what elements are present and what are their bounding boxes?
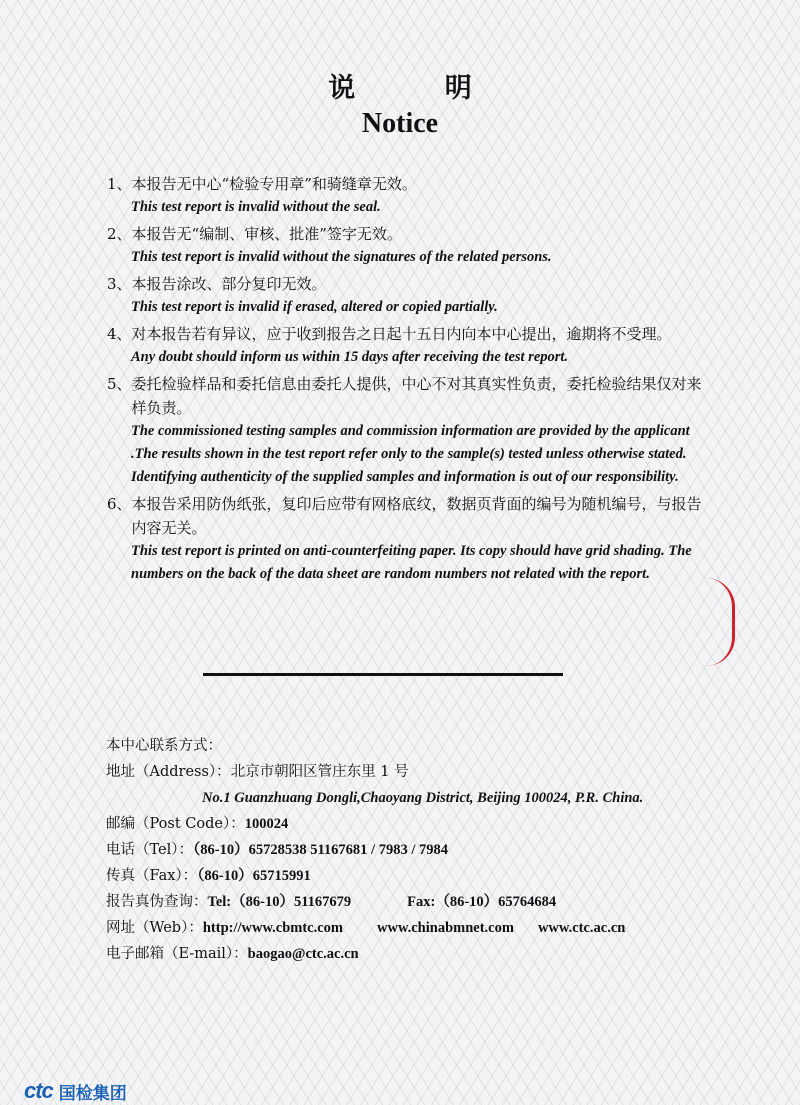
postcode-label: 邮编（Post Code）： bbox=[106, 816, 245, 832]
notice-text-cn: 本报告采用防伪纸张，复印后应带有网格底纹，数据页背面的编号为随机编号，与报告内容无关。 bbox=[131, 495, 702, 537]
web-row bbox=[106, 915, 726, 941]
section-divider bbox=[203, 673, 563, 676]
fax-label: 传真（Fax）： bbox=[106, 868, 198, 884]
notice-text-cn: 本报告无中心“检验专用章”和骑缝章无效。 bbox=[131, 175, 417, 193]
notice-number: 6、 bbox=[107, 495, 132, 513]
contact-info bbox=[106, 733, 726, 967]
notice-number: 1、 bbox=[107, 175, 132, 193]
company-logo bbox=[24, 1078, 127, 1104]
ctc-logo-mark: ctc bbox=[24, 1078, 53, 1103]
notice-text-en: The commissioned testing samples and commission information are provided by the applicant .The results shown in the test report refer only to the sample(s) tested unless otherwise stated. Identifying authenticity of the supplied samples and information is out of our responsibility. bbox=[131, 423, 690, 485]
web-link-2[interactable]: www.chinabmnet.com bbox=[377, 920, 514, 936]
notice-number: 5、 bbox=[107, 375, 132, 393]
notice-text-en: This test report is invalid if erased, altered or copied partially. bbox=[131, 299, 498, 315]
notice-number: 3、 bbox=[107, 275, 132, 293]
notice-item-6 bbox=[107, 492, 707, 586]
notice-item-2 bbox=[107, 222, 707, 269]
notice-text-cn: 委托检验样品和委托信息由委托人提供，中心不对其真实性负责，委托检验结果仅对来样负责。 bbox=[131, 375, 702, 417]
web-link-3[interactable]: www.ctc.ac.cn bbox=[537, 920, 626, 936]
postcode-row bbox=[106, 811, 726, 837]
address-cn: 北京市朝阳区管庄东里 1 号 bbox=[230, 764, 409, 780]
notice-number: 4、 bbox=[107, 325, 132, 343]
notice-text-cn: 本报告无“编制、审核、批准”签字无效。 bbox=[131, 225, 402, 243]
verify-label: 报告真伪查询： bbox=[106, 894, 208, 910]
contact-heading: 本中心联系方式： bbox=[106, 738, 222, 754]
notice-text-en: Any doubt should inform us within 15 days after receiving the test report. bbox=[131, 349, 569, 365]
notice-number: 2、 bbox=[107, 225, 132, 243]
fax-row bbox=[106, 863, 726, 889]
page-title-en: Notice bbox=[361, 108, 439, 139]
page-title-cn: 说 明 bbox=[328, 73, 512, 104]
notice-text-cn: 对本报告若有异议，应于收到报告之日起十五日内向本中心提出，逾期将不受理。 bbox=[131, 325, 672, 343]
notice-text-en: This test report is invalid without the seal. bbox=[131, 199, 381, 215]
notice-item-5 bbox=[107, 372, 707, 489]
verify-fax: Fax:（86-10）65764684 bbox=[407, 894, 557, 910]
notice-item-3 bbox=[107, 272, 707, 319]
notice-item-4 bbox=[107, 322, 707, 369]
address-label: 地址（Address）： bbox=[106, 764, 231, 780]
notice-text-en: This test report is printed on anti-counterfeiting paper. Its copy should have grid shading. The numbers on the back of the data sheet are random numbers not related with the report. bbox=[131, 543, 692, 582]
web-link-1[interactable]: http://www.cbmtc.com bbox=[202, 920, 343, 936]
fax-value: （86-10）65715991 bbox=[197, 868, 311, 884]
web-label: 网址（Web）： bbox=[106, 920, 203, 936]
notice-item-1 bbox=[107, 172, 707, 219]
verify-tel: Tel:（86-10）51167679 bbox=[207, 894, 352, 910]
notice-text-cn: 本报告涂改、部分复印无效。 bbox=[131, 275, 327, 293]
verify-row bbox=[106, 889, 726, 915]
tel-row bbox=[106, 837, 726, 863]
company-name: 国检集团 bbox=[58, 1083, 127, 1104]
notice-list bbox=[107, 172, 707, 589]
address-en: No.1 Guanzhuang Dongli,Chaoyang District, Beijing 100024, P.R. China. bbox=[202, 790, 644, 806]
notice-text-en: This test report is invalid without the signatures of the related persons. bbox=[131, 249, 552, 265]
email-row bbox=[106, 941, 726, 967]
postcode-value: 100024 bbox=[244, 816, 289, 832]
email-link[interactable]: baogao@ctc.ac.cn bbox=[247, 946, 359, 962]
seal-edge-mark bbox=[706, 578, 735, 666]
tel-value: （86-10）65728538 51167681 / 7983 / 7984 bbox=[193, 842, 448, 858]
tel-label: 电话（Tel）： bbox=[106, 842, 194, 858]
email-label: 电子邮箱（E-mail）： bbox=[106, 946, 248, 962]
address-row bbox=[106, 759, 726, 785]
